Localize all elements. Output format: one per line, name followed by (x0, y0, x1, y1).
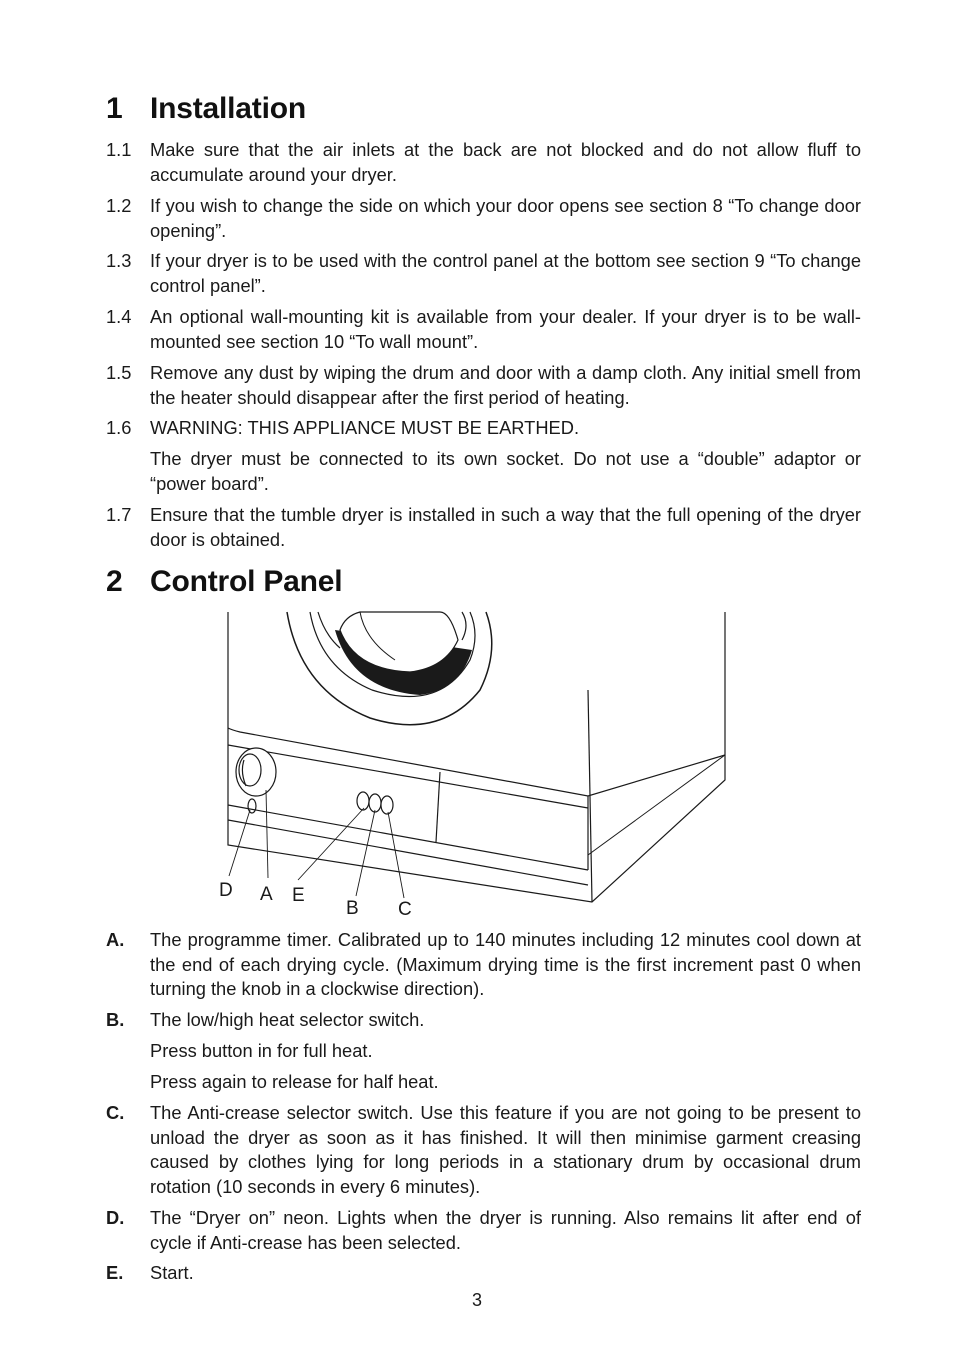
control-item-e (106, 1261, 861, 1286)
item-text: The programme timer. Calibrated up to 140 minutes including 12 minutes cool down at the end of each drying cycle. (Maximum drying time is the first increment past 0 when turning the knob in a clockwise direction). (150, 929, 861, 999)
control-item-d (106, 1206, 861, 1255)
diagram-label-d: D (219, 880, 233, 901)
diagram-label-a: A (260, 884, 273, 905)
page-number: 3 (471, 1290, 482, 1310)
item-text: Ensure that the tumble dryer is installed in such a way that the full opening of the dryer door is obtained. (150, 504, 861, 550)
item-text: Start. (150, 1262, 194, 1283)
item-text: The Anti-crease selector switch. Use this feature if you are not going to be present to unload the dryer as soon as it has finished. It will then minimise garment creasing caused by clothes lying for long periods in a stationary drum by occasional drum rotation (10 seconds in every 6 minutes). (150, 1102, 861, 1197)
section-title: Installation (150, 92, 306, 125)
item-text: Make sure that the air inlets at the back are not blocked and do not allow fluff to accumulate around your dryer. (150, 139, 861, 185)
item-number: 1.5 (106, 362, 132, 383)
item-letter: C. (106, 1102, 125, 1123)
item-text: An optional wall-mounting kit is available from your dealer. If your dryer is to be wall-mounted see section 10 “To wall mount”. (150, 306, 861, 352)
item-text: Remove any dust by wiping the drum and door with a damp cloth. Any initial smell from the heater should disappear after the first period of heating. (150, 362, 861, 408)
section-number: 1 (106, 92, 123, 125)
section-title: Control Panel (150, 565, 343, 598)
control-item-a (106, 928, 861, 1002)
item-number: 1.2 (106, 195, 132, 216)
control-item-b-note-2: Press again to release for half heat. (150, 1071, 439, 1092)
diagram-label-c: C (398, 899, 412, 920)
item-text: If you wish to change the side on which your door opens see section 8 “To change door opening”. (150, 195, 861, 241)
item-text: The low/high heat selector switch. (150, 1009, 425, 1030)
item-number: 1.7 (106, 504, 132, 525)
item-number: 1.3 (106, 250, 132, 271)
item-number: 1.1 (106, 139, 132, 160)
control-item-b-note-1: Press button in for full heat. (150, 1040, 373, 1061)
item-text: The “Dryer on” neon. Lights when the dryer is running. Also remains lit after end of cycle if Anti-crease has been selected. (150, 1207, 861, 1253)
section-number: 2 (106, 565, 123, 598)
diagram-label-b: B (346, 898, 359, 919)
control-item-c (106, 1101, 861, 1199)
item-text: WARNING: THIS APPLIANCE MUST BE EARTHED. (150, 417, 580, 438)
item-letter: D. (106, 1207, 125, 1228)
control-item-b (106, 1008, 861, 1033)
item-number: 1.6 (106, 417, 132, 438)
item-text: If your dryer is to be used with the control panel at the bottom see section 9 “To change control panel”. (150, 250, 861, 296)
item-number: 1.4 (106, 306, 132, 327)
install-item-1-6-note: The dryer must be connected to its own socket. Do not use a “double” adaptor or “power board”. (150, 448, 861, 494)
item-letter: A. (106, 929, 125, 950)
item-letter: E. (106, 1262, 124, 1283)
diagram-label-e: E (292, 885, 305, 906)
item-letter: B. (106, 1009, 125, 1030)
